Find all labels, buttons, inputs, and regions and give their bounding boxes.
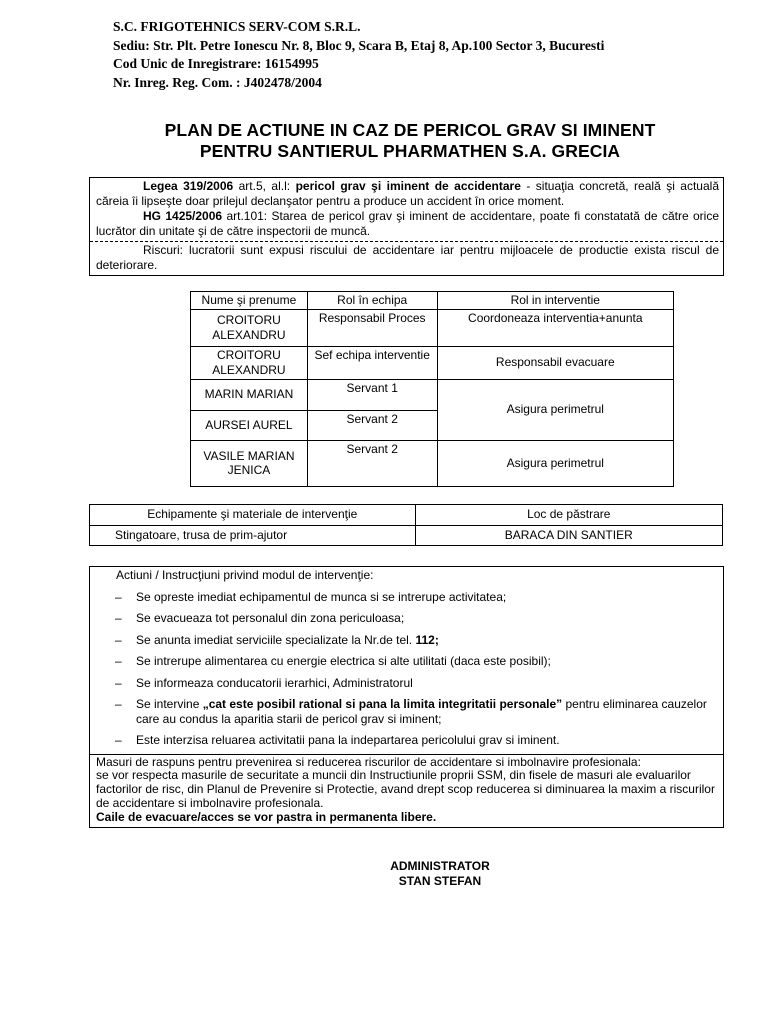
- table-row: [191, 379, 674, 410]
- dash-bullet: –: [115, 733, 122, 747]
- header-name: Nume şi prenume: [191, 292, 308, 310]
- measures-text: se vor respecta masurile de securitate a muncii din Instructiunile proprii SSM, din fisele de masuri ale evaluarilor factorilor de risc, din Planul de Prevenire si Protectie, avand drept scop reducerea si diminuarea la maxim a riscurilor de accidentare si imbolnavire profesionala.: [96, 768, 715, 810]
- header-storage: Loc de păstrare: [415, 505, 722, 526]
- intervene-emphasis: „cat este posibil rational si pana la limita integritatii personale”: [202, 697, 563, 711]
- dash-bullet: –: [115, 632, 122, 647]
- table-row: [90, 525, 723, 546]
- list-item: [90, 697, 717, 726]
- hg-1425: [96, 209, 719, 239]
- signature-name: STAN STEFAN: [398, 873, 482, 888]
- list-item: [90, 633, 717, 648]
- law-319: [96, 179, 719, 209]
- dash-bullet: –: [115, 697, 122, 711]
- member-intervention: Asigura perimetrul: [437, 440, 673, 486]
- member-intervention: Responsabil evacuare: [437, 346, 673, 379]
- signature-block: [320, 859, 560, 888]
- signature-role: ADMINISTRATOR: [390, 859, 490, 873]
- company-address: Sediu: Str. Plt. Petre Ionescu Nr. 8, Bloc 9, Scara B, Etaj 8, Ap.100 Sector 3, Bucuresti: [113, 37, 605, 53]
- instruction-text: Se evacueaza tot personalul din zona periculoasa;: [136, 611, 405, 625]
- table-row: [191, 309, 674, 346]
- member-role: Servant 1: [307, 379, 437, 410]
- member-intervention: Asigura perimetrul: [437, 379, 673, 440]
- equipment-location: BARACA DIN SANTIER: [415, 525, 722, 546]
- team-header-row: [191, 292, 674, 310]
- list-item: [90, 676, 717, 691]
- legal-box: [89, 177, 724, 276]
- measures-section: [90, 754, 723, 828]
- company-name: S.C. FRIGOTEHNICS SERV-COM S.R.L.: [113, 19, 361, 34]
- law-319-article: art.5, al.l:: [233, 179, 296, 193]
- law-319-term: pericol grav şi iminent de accidentare: [295, 179, 521, 193]
- instruction-text: Se anunta imediat serviciile specializate la Nr.de tel.: [136, 632, 416, 647]
- measures-title: Masuri de raspuns pentru prevenirea si reducerea riscurilor de accidentare si imbolnavire profesionala:: [96, 754, 641, 769]
- risks-section: [90, 241, 723, 275]
- instruction-text: Este interzisa reluarea activitatii pana la indepartarea pericolului grav si iminent.: [136, 733, 560, 747]
- instructions-title: Actiuni / Instrucţiuni privind modul de intervenţie:: [116, 568, 374, 582]
- title-line-2: PENTRU SANTIERUL PHARMATHEN S.A. GRECIA: [199, 141, 621, 161]
- legal-definitions: [90, 178, 723, 241]
- team-table: [190, 291, 674, 487]
- evacuation-note: Caile de evacuare/acces se vor pastra in permanenta libere.: [96, 809, 437, 824]
- company-header: [113, 18, 604, 92]
- equipment-table: [89, 504, 723, 546]
- list-item: [90, 654, 717, 669]
- member-role: Sef echipa interventie: [307, 346, 437, 379]
- equipment-header-row: [90, 505, 723, 526]
- table-row: [191, 440, 674, 486]
- dash-bullet: –: [115, 675, 122, 690]
- hg-1425-text: art.101: Starea de pericol grav şi iminent de accidentare, poate fi constatată de către orice lucrător din unitate şi de către inspectorii de muncă.: [96, 209, 720, 238]
- intervene-rest: pentru eliminarea cauzelor care au condus la aparitia starii de pericol grav si iminent;: [136, 697, 707, 726]
- instructions-box: [89, 566, 724, 828]
- equipment-items: Stingatoare, trusa de prim-ajutor: [90, 525, 416, 546]
- header-equipment: Echipamente şi materiale de intervenţie: [90, 505, 416, 526]
- risks-text: Riscuri: lucratorii sunt expusi riscului de accidentare iar pentru mijloacele de productie exista riscul de deteriorare.: [96, 243, 719, 272]
- member-name: VASILE MARIAN JENICA: [191, 440, 308, 486]
- dash-bullet: –: [115, 654, 122, 668]
- company-cui: Cod Unic de Inregistrare: 16154995: [113, 56, 319, 71]
- company-registration: Nr. Inreg. Reg. Com. : J402478/2004: [113, 74, 322, 90]
- law-319-text: - situaţia concretă, reală şi actuală căreia îi lipseşte doar prilejul declanşator pentru a produce un accident în orice moment.: [96, 179, 719, 208]
- emergency-phone: 112;: [415, 632, 439, 647]
- title-line-1: PLAN DE ACTIUNE IN CAZ DE PERICOL GRAV SI IMINENT: [164, 120, 656, 140]
- dash-bullet: –: [115, 589, 122, 604]
- instruction-text: Se intrerupe alimentarea cu energie electrica si alte utilitati (daca este posibil);: [136, 654, 551, 668]
- list-item: [90, 590, 717, 605]
- list-item: [90, 611, 717, 626]
- member-name: CROITORU ALEXANDRU: [191, 309, 308, 346]
- instruction-text: Se opreste imediat echipamentul de munca si se intrerupe activitatea;: [136, 589, 507, 604]
- list-item: [90, 733, 717, 748]
- header-team-role: Rol în echipa: [307, 292, 437, 310]
- document-title: [80, 120, 740, 162]
- table-row: [191, 346, 674, 379]
- header-intervention-role: Rol in interventie: [437, 292, 673, 310]
- instruction-text: Se intervine: [136, 697, 203, 711]
- dash-bullet: –: [115, 611, 122, 625]
- member-intervention: Coordoneaza interventia+anunta: [437, 309, 673, 346]
- member-name: MARIN MARIAN: [191, 379, 308, 410]
- member-role: Responsabil Proces: [307, 309, 437, 346]
- hg-1425-ref: HG 1425/2006: [143, 209, 223, 223]
- member-name: AURSEI AUREL: [191, 410, 308, 440]
- instructions-list: [90, 590, 723, 754]
- instruction-text: Se informeaza conducatorii ierarhici, Administratorul: [136, 675, 413, 690]
- member-role: Servant 2: [307, 410, 437, 440]
- member-name: CROITORU ALEXANDRU: [191, 346, 308, 379]
- member-role: Servant 2: [307, 440, 437, 486]
- law-319-ref: Legea 319/2006: [143, 179, 234, 193]
